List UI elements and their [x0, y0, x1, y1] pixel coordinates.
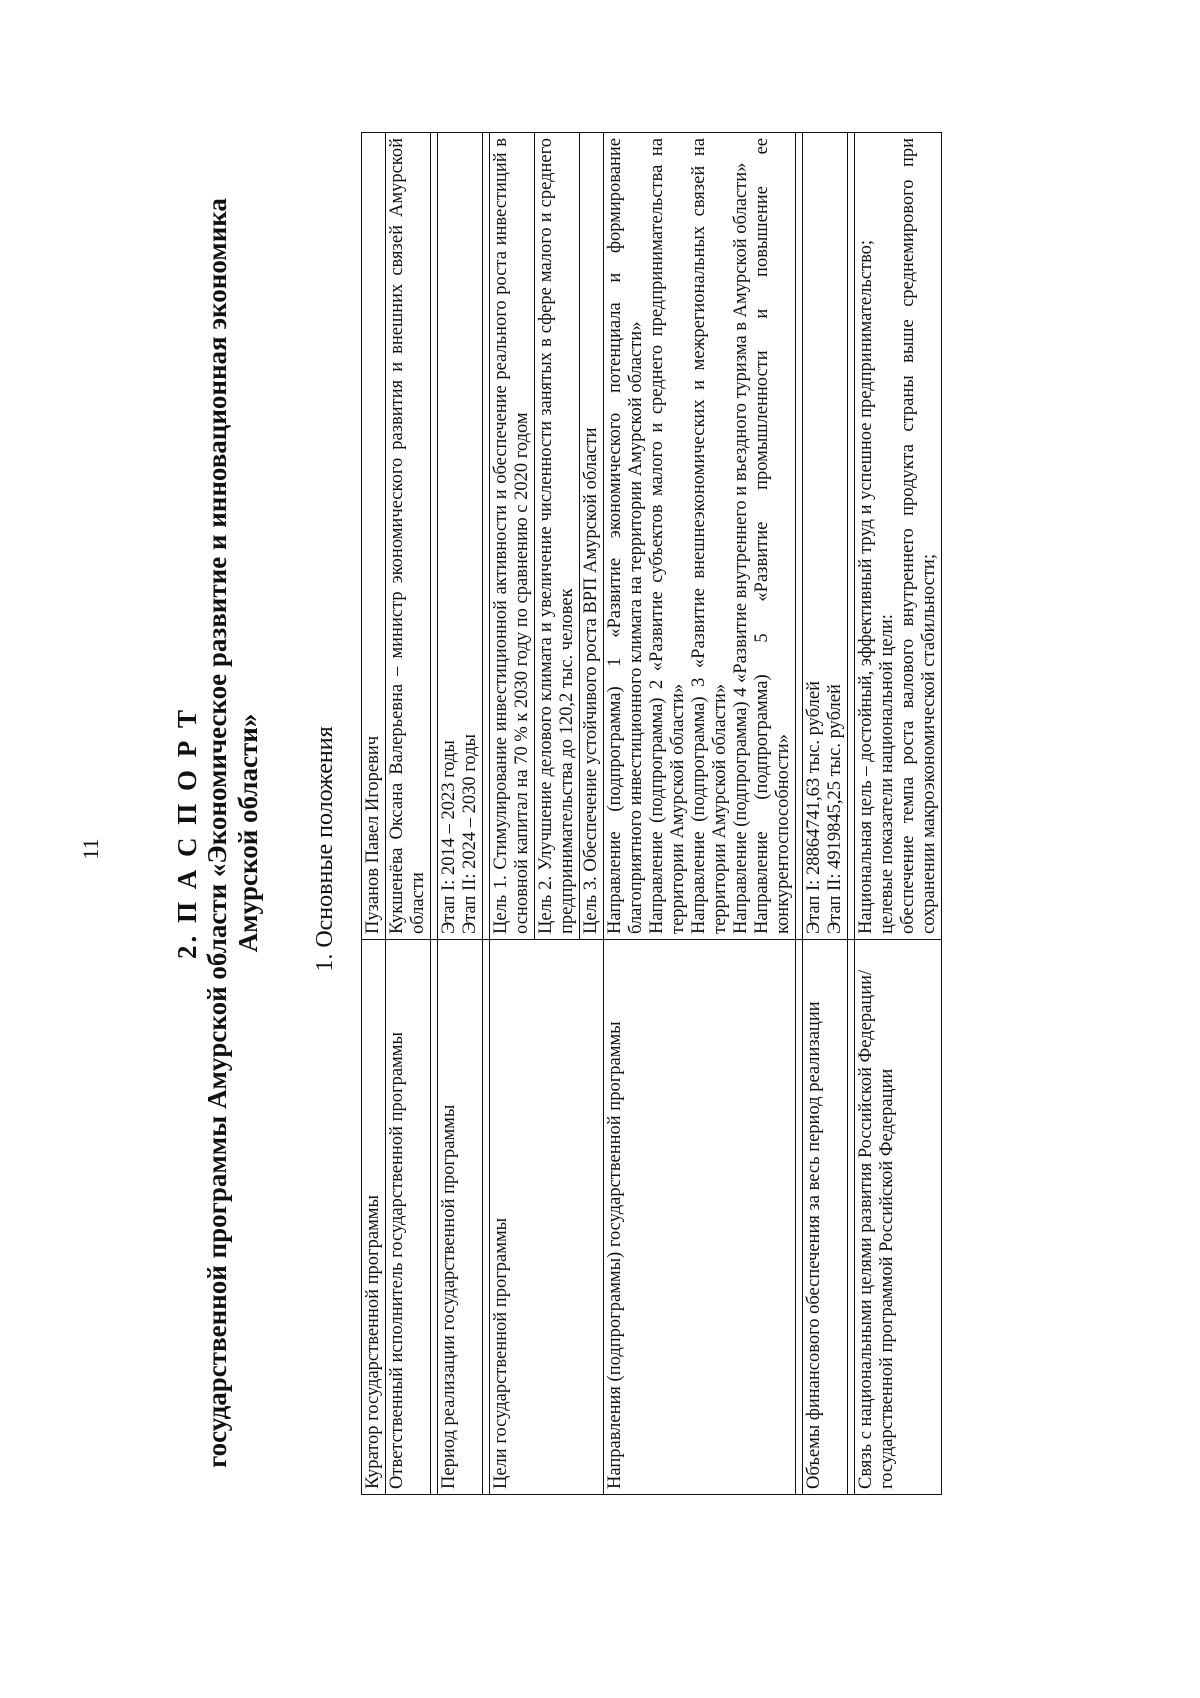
document-title [172, 118, 264, 1548]
goal-3: Цель 3. Обеспечение устойчивого роста ВРП Амурской области [580, 133, 604, 940]
goals-label: Цели государственной программы [490, 940, 604, 1495]
table-row-period [438, 133, 483, 1495]
table-row-directions [604, 133, 796, 1495]
section-title: 1. Основные положения [312, 726, 338, 972]
direction-item: Направление (подпрограмма) 2 «Развитие субъектов малого и среднего предпринимательства на территории Амурской области» [647, 138, 688, 934]
table-row-national-goals [855, 133, 942, 1495]
table-gap [796, 133, 803, 1495]
curator-value: Пузанов Павел Игоревич [362, 133, 386, 940]
page-number: 11 [78, 838, 103, 860]
period-stage-1: Этап I: 2014 – 2023 годы [439, 740, 459, 934]
title-heading: 2. П А С П О Р Т [172, 707, 202, 960]
funding-stage-2: Этап II: 4919845,25 тыс. рублей [825, 684, 845, 934]
goal-2: Цель 2. Улучшение делового климата и увеличение численности занятых в сфере малого и среднего предпринимательства до 120,2 тыс. человек [535, 133, 580, 940]
directions-value [604, 133, 796, 940]
funding-label: Объемы финансового обеспечения за весь период реализации [803, 940, 848, 1495]
direction-item: Направление (подпрограмма) 5 «Развитие промышленности и повышение ее конкурентоспособности» [752, 138, 793, 934]
national-goal-line: обеспечение темпа роста валового внутреннего продукта страны выше среднемирового при сохранении макроэкономической стабильности; [898, 138, 939, 934]
period-label: Период реализации государственной программы [438, 940, 483, 1495]
national-goals-label: Связь с национальными целями развития Российской Федерации/ государственной программой Российской Федерации [855, 940, 942, 1495]
table-row-goal-1 [490, 133, 535, 1495]
directions-label: Направления (подпрограммы) государственной программы [604, 940, 796, 1495]
passport-table [361, 132, 942, 1495]
funding-stage-1: Этап I: 28864741,63 тыс. рублей [804, 681, 824, 934]
funding-value [803, 133, 848, 940]
direction-item: Направление (подпрограмма) 4 «Развитие внутреннего и въездного туризма в Амурской области» [731, 162, 751, 934]
national-goal-line: целевые показатели национальной цели: [877, 614, 897, 934]
period-stage-2: Этап II: 2024 – 2030 годы [460, 734, 480, 934]
goal-1: Цель 1. Стимулирование инвестиционной активности и обеспечение реального роста инвестиций в основной капитал на 70 % к 2030 году по сравнению с 2020 годом [490, 133, 535, 940]
executor-value: Кукшенёва Оксана Валерьевна – министр экономического развития и внешних связей Амурской области [386, 133, 431, 940]
direction-item: Направление (подпрограмма) 1 «Развитие экономического потенциала и формирование благоприятного инвестиционного климата на территории Амурской области» [605, 138, 646, 934]
table-gap [431, 133, 438, 1495]
table-gap [483, 133, 490, 1495]
title-line-2: Амурской области» [233, 713, 263, 953]
title-line-1: государственной программы Амурской области «Экономическое развитие и инновационная экономика [202, 198, 232, 1468]
national-goals-value [855, 133, 942, 940]
table-row-executor [386, 133, 431, 1495]
table-row-funding [803, 133, 848, 1495]
table-gap [848, 133, 855, 1495]
period-value [438, 133, 483, 940]
executor-label: Ответственный исполнитель государственной программы [386, 940, 431, 1495]
curator-label: Куратор государственной программы [362, 940, 386, 1495]
national-goal-line: Национальная цель – достойный, эффективный труд и успешное предпринимательство; [856, 239, 876, 934]
direction-item: Направление (подпрограмма) 3 «Развитие внешнеэкономических и межрегиональных связей на территории Амурской области» [689, 138, 730, 934]
table-row-curator [362, 133, 386, 1495]
